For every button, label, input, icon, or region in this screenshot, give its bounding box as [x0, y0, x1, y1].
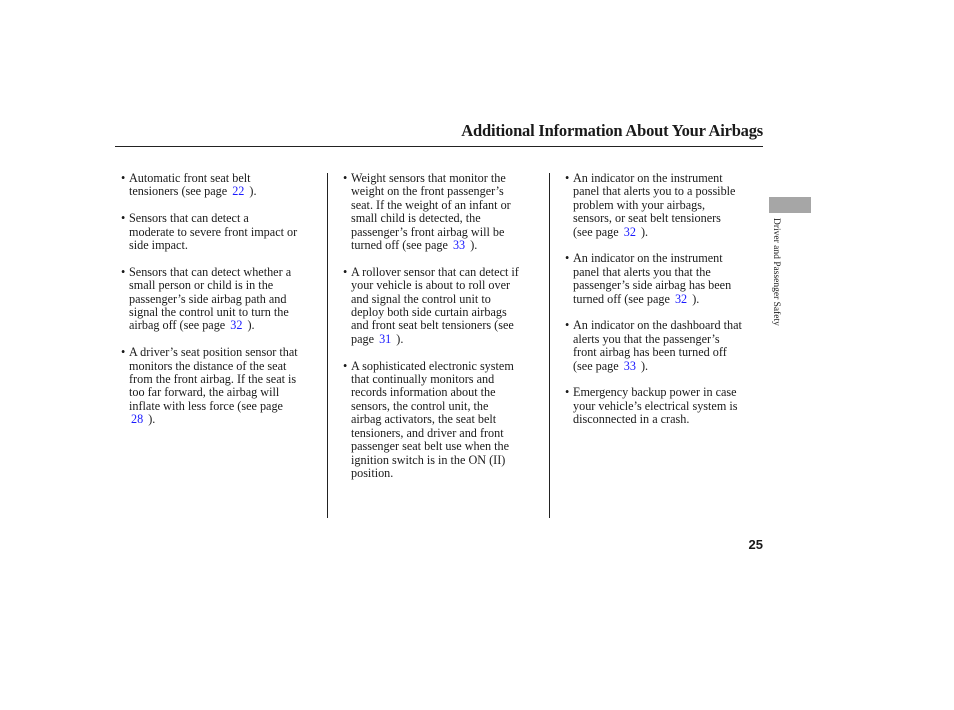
text-line	[573, 346, 765, 359]
bullet-item	[343, 172, 543, 252]
text-line	[129, 185, 321, 198]
text-span: deploy both side curtain airbags	[351, 305, 507, 320]
text-span: monitors the distance of the seat	[129, 358, 287, 373]
text-span: your vehicle’s electrical system is	[573, 398, 738, 413]
text-span: turned off (see page	[351, 238, 451, 253]
text-span: too far forward, the airbag will	[129, 385, 280, 400]
page-reference-link[interactable]: 32	[623, 224, 636, 239]
text-line	[573, 252, 765, 265]
text-span: ignition switch is in the ON (II)	[351, 452, 506, 467]
text-span: airbag off (see page	[129, 318, 229, 333]
bullet-item	[121, 172, 321, 199]
text-span: seat. If the weight of an infant or	[351, 197, 511, 212]
section-tab	[769, 197, 811, 213]
text-line	[351, 440, 543, 453]
text-line	[573, 226, 765, 239]
text-span: A sophisticated electronic system	[351, 358, 514, 373]
column-divider	[549, 173, 550, 518]
text-line	[351, 454, 543, 467]
text-line	[573, 266, 765, 279]
column-1	[121, 172, 321, 440]
text-span: ).	[393, 331, 404, 346]
text-span: Emergency backup power in case	[573, 385, 737, 400]
text-span: ).	[145, 412, 156, 427]
text-span: An indicator on the dashboard that	[573, 318, 742, 333]
text-line	[129, 172, 321, 185]
text-span: ).	[246, 184, 257, 199]
bullet-dot-icon: •	[565, 251, 570, 266]
text-span: and front seat belt tensioners (see	[351, 318, 514, 333]
text-line	[573, 400, 765, 413]
text-line	[351, 279, 543, 292]
text-span: sensors, or seat belt tensioners	[573, 211, 721, 226]
text-span: ).	[467, 238, 478, 253]
page-reference-link[interactable]: 31	[379, 331, 392, 346]
bullet-dot-icon: •	[565, 385, 570, 400]
column-divider	[327, 173, 328, 518]
text-span: inflate with less force (see page	[129, 398, 283, 413]
text-span: Sensors that can detect whether a	[129, 264, 292, 279]
text-span: passenger’s side airbag path and	[129, 291, 287, 306]
text-line	[129, 400, 321, 413]
text-line	[351, 400, 543, 413]
text-line	[351, 185, 543, 198]
text-line	[129, 239, 321, 252]
text-line	[129, 386, 321, 399]
text-line	[351, 306, 543, 319]
text-span: passenger’s side airbag has been	[573, 278, 732, 293]
text-line	[351, 293, 543, 306]
text-line	[573, 185, 765, 198]
text-line	[351, 467, 543, 480]
text-line	[129, 212, 321, 225]
text-span: position.	[351, 465, 394, 480]
text-span: disconnected in a crash.	[573, 412, 690, 427]
text-span: ).	[637, 358, 649, 373]
text-line	[573, 319, 765, 332]
text-span: ).	[637, 224, 649, 239]
text-span: passenger’s front airbag will be	[351, 224, 505, 239]
text-line	[351, 386, 543, 399]
bullet-dot-icon: •	[121, 211, 126, 226]
text-line	[351, 239, 543, 252]
text-span: sensors, the control unit, the	[351, 398, 489, 413]
text-span: from the front airbag. If the seat is	[129, 372, 297, 387]
page-reference-link[interactable]: 33	[623, 358, 636, 373]
text-line	[351, 212, 543, 225]
section-side-label: Driver and Passenger Safety	[771, 218, 781, 326]
text-line	[573, 333, 765, 346]
text-span: front airbag has been turned off	[573, 345, 727, 360]
text-line	[573, 360, 765, 373]
bullet-item	[565, 252, 765, 306]
text-span: panel that alerts you that the	[573, 264, 711, 279]
bullet-dot-icon: •	[343, 171, 348, 185]
bullet-dot-icon: •	[565, 318, 570, 333]
text-span: airbag activators, the seat belt	[351, 412, 497, 427]
bullet-item	[343, 266, 543, 346]
text-span: A driver’s seat position sensor that	[129, 345, 298, 360]
text-span: (see page	[573, 224, 622, 239]
text-line	[351, 172, 543, 185]
bullet-item	[121, 266, 321, 333]
text-line	[351, 226, 543, 239]
title-rule	[115, 146, 763, 147]
text-span: Weight sensors that monitor the	[351, 171, 506, 185]
bullet-dot-icon: •	[343, 358, 348, 373]
text-span: A rollover sensor that can detect if	[351, 264, 519, 279]
text-span: that continually monitors and	[351, 372, 495, 387]
page-reference-link[interactable]: 28	[131, 412, 144, 427]
text-span: panel that alerts you to a possible	[573, 184, 736, 199]
column-2	[343, 172, 543, 494]
page-reference-link[interactable]: 32	[674, 291, 688, 306]
bullet-item	[121, 212, 321, 252]
text-span: small child is detected, the	[351, 211, 481, 226]
column-3	[565, 172, 765, 440]
page-reference-link[interactable]: 32	[230, 318, 243, 333]
text-line	[129, 413, 321, 426]
text-line	[129, 360, 321, 373]
bullet-dot-icon: •	[343, 264, 348, 279]
text-line	[129, 346, 321, 359]
text-span: records information about the	[351, 385, 496, 400]
text-span: problem with your airbags,	[573, 197, 706, 212]
text-span: Automatic front seat belt	[129, 171, 251, 185]
text-span: (see page	[573, 358, 622, 373]
text-line	[573, 293, 765, 306]
text-span: An indicator on the instrument	[573, 251, 723, 266]
text-span: tensioners (see page	[129, 184, 231, 199]
text-line	[129, 279, 321, 292]
text-line	[573, 413, 765, 426]
bullet-dot-icon: •	[121, 171, 126, 185]
text-span: weight on the front passenger’s	[351, 184, 504, 199]
text-span: side impact.	[129, 238, 188, 253]
page-reference-link[interactable]: 22	[232, 184, 245, 199]
page-number: 25	[748, 537, 763, 552]
bullet-item	[565, 386, 765, 426]
text-line	[573, 212, 765, 225]
text-span: Sensors that can detect a	[129, 211, 249, 226]
text-span: signal the control unit to turn the	[129, 305, 289, 320]
text-line	[351, 266, 543, 279]
bullet-item	[565, 319, 765, 373]
text-span: alerts you that the passenger’s	[573, 331, 720, 346]
bullet-item	[121, 346, 321, 426]
bullet-dot-icon: •	[121, 345, 126, 360]
text-line	[351, 199, 543, 212]
text-line	[573, 386, 765, 399]
text-line	[129, 373, 321, 386]
text-line	[129, 293, 321, 306]
text-line	[573, 279, 765, 292]
text-span: tensioners, and driver and front	[351, 425, 504, 440]
text-line	[351, 319, 543, 332]
text-span: turned off (see page	[573, 291, 673, 306]
text-line	[351, 360, 543, 373]
text-line	[129, 319, 321, 332]
bullet-dot-icon: •	[121, 264, 126, 279]
text-span: ).	[244, 318, 255, 333]
text-span: page	[351, 331, 378, 346]
text-line	[573, 172, 765, 185]
text-span: ).	[689, 291, 700, 306]
text-line	[573, 199, 765, 212]
bullet-dot-icon: •	[565, 171, 570, 185]
text-line	[351, 373, 543, 386]
bullet-item	[343, 360, 543, 481]
text-span: passenger seat belt use when the	[351, 439, 510, 454]
text-line	[129, 266, 321, 279]
text-span: An indicator on the instrument	[573, 171, 723, 185]
text-span: moderate to severe front impact or	[129, 224, 298, 239]
page-title: Additional Information About Your Airbags	[461, 121, 763, 140]
text-span: your vehicle is about to roll over	[351, 278, 511, 293]
text-line	[351, 413, 543, 426]
bullet-item	[565, 172, 765, 239]
text-line	[351, 427, 543, 440]
text-line	[351, 333, 543, 346]
text-line	[129, 306, 321, 319]
text-span: small person or child is in the	[129, 278, 274, 293]
text-span: and signal the control unit to	[351, 291, 491, 306]
page-reference-link[interactable]: 33	[452, 238, 466, 253]
text-line	[129, 226, 321, 239]
